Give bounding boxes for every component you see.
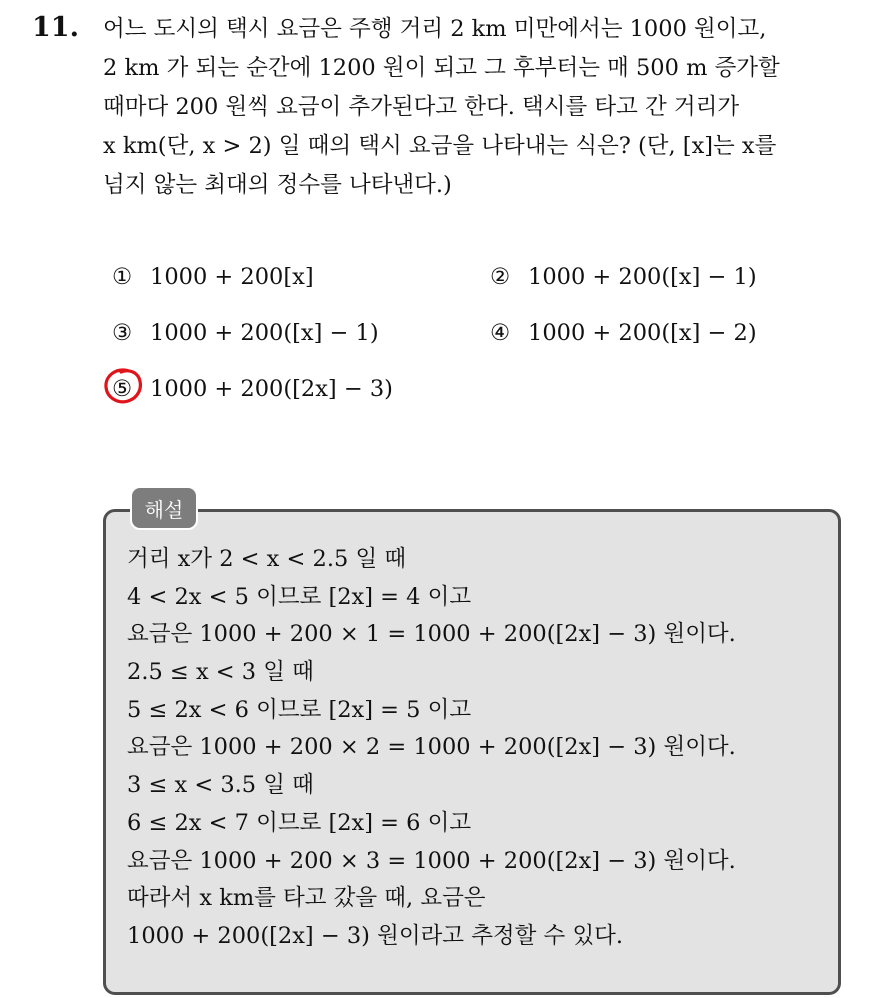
explanation-line: 요금은 1000 + 200 × 3 = 1000 + 200([2x] − 3) 원이다. [127,847,736,874]
choice-3[interactable] [112,318,379,348]
answer-circle-mark [102,366,146,406]
choice-5[interactable] [112,374,393,404]
explanation-line: 1000 + 200([2x] − 3) 원이라고 추정할 수 있다. [127,922,624,949]
choice-4[interactable] [490,318,757,348]
question-line: 어느 도시의 택시 요금은 주행 거리 2 km 미만에서는 1000 원이고, [103,16,767,42]
choice-text: 1000 + 200([x] − 1) [150,320,379,346]
choice-text: 1000 + 200([x] − 1) [528,264,757,290]
explanation-line: 요금은 1000 + 200 × 1 = 1000 + 200([2x] − 3) 원이다. [127,621,736,648]
question-line: 때마다 200 원씩 요금이 추가된다고 한다. 택시를 타고 간 거리가 [103,94,740,120]
question-line: x km(단, x > 2) 일 때의 택시 요금을 나타내는 식은? (단, [x]는 x를 [103,133,777,159]
explanation-line: 요금은 1000 + 200 × 2 = 1000 + 200([2x] − 3) 원이다. [127,734,736,761]
question-line: 넘지 않는 최대의 정수를 나타낸다.) [103,172,452,198]
question-number: 11. [32,12,79,43]
choice-number: ③ [112,320,133,346]
question-text [103,10,873,205]
answer-circle-stroke [106,370,140,402]
explanation-line: 5 ≤ 2x < 6 이므로 [2x] = 5 이고 [127,696,472,723]
choice-text: 1000 + 200([2x] − 3) [150,376,393,402]
choice-number: ④ [490,320,511,346]
explanation-line: 2.5 ≤ x < 3 일 때 [127,659,314,686]
choice-number: ⑤ [112,376,133,402]
explanation-line: 거리 x가 2 < x < 2.5 일 때 [127,546,407,572]
choice-text: 1000 + 200[x] [150,264,314,290]
explanation-line: 따라서 x km를 타고 갔을 때, 요금은 [127,885,486,912]
choice-number: ① [112,264,133,290]
explanation-line: 6 ≤ 2x < 7 이므로 [2x] = 6 이고 [127,809,472,836]
choice-text: 1000 + 200([x] − 2) [528,320,757,346]
question-line: 2 km 가 되는 순간에 1200 원이 되고 그 후부터는 매 500 m 증가할 [103,55,780,81]
choice-2[interactable] [490,262,757,292]
choice-number: ② [490,264,511,290]
choice-1[interactable] [112,262,314,292]
explanation-text [127,541,736,956]
explanation-line: 4 < 2x < 5 이므로 [2x] = 4 이고 [127,583,472,610]
explanation-tag: 해설 [130,486,198,530]
explanation-line: 3 ≤ x < 3.5 일 때 [127,772,314,799]
